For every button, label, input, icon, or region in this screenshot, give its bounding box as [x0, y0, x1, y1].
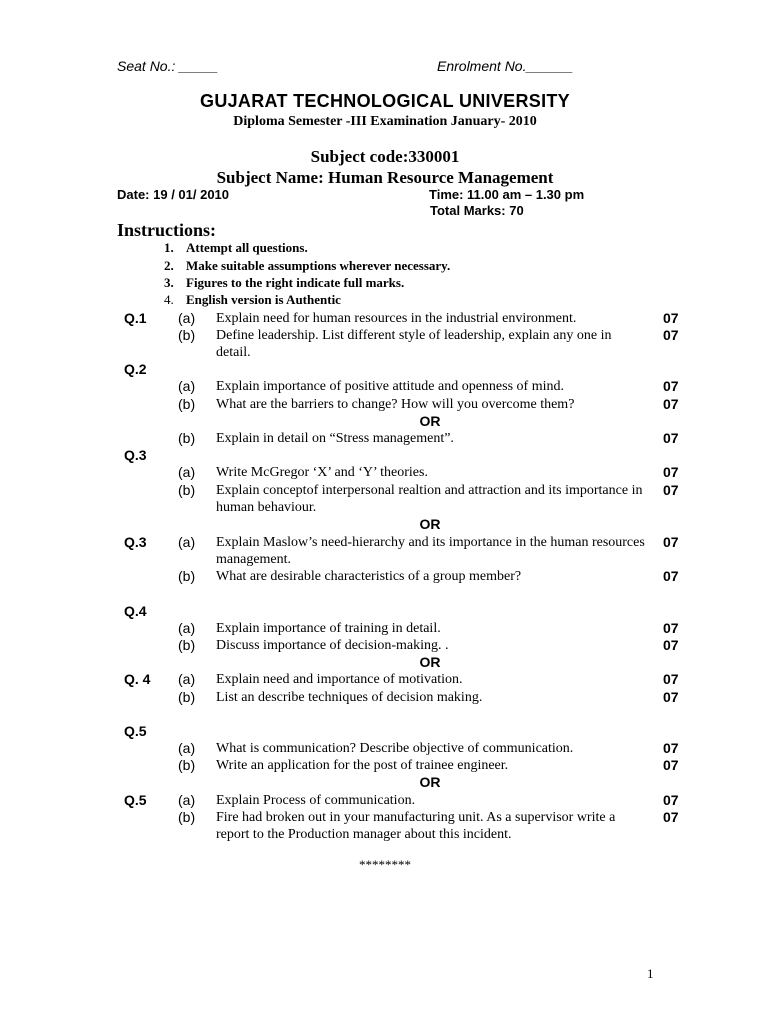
instruction-number: 2. — [164, 258, 174, 273]
subquestion-label: (a) — [178, 464, 196, 480]
exam-title: Diploma Semester -III Examination January- 2010 — [233, 114, 537, 129]
enrolment-number-field: Enrolment No.______ — [437, 58, 574, 74]
question-row — [0, 620, 770, 638]
question-text: What are desirable characteristics of a group member? — [216, 569, 522, 584]
subquestion-label: (a) — [178, 740, 196, 756]
question-row — [0, 603, 770, 621]
question-row — [0, 430, 770, 448]
question-text: Write an application for the post of trainee engineer. — [216, 758, 509, 773]
question-text: What are the barriers to change? How will you overcome them? — [216, 397, 575, 412]
subquestion-label: (a) — [178, 310, 196, 326]
question-text: Fire had broken out in your manufacturing unit. As a supervisor write a report to the Production manager about this incident. — [216, 810, 616, 842]
question-marks: 07 — [663, 327, 679, 343]
question-text: Explain importance of positive attitude and openness of mind. — [216, 379, 564, 394]
question-marks: 07 — [663, 620, 679, 636]
question-text: What is communication? Describe objective of communication. — [216, 741, 574, 756]
page-number: 1 — [647, 966, 654, 981]
question-marks: 07 — [663, 396, 679, 412]
question-row — [0, 310, 770, 328]
or-separator: OR — [419, 516, 441, 532]
instruction-text: Figures to the right indicate full marks. — [186, 275, 405, 290]
instruction-number: 1. — [164, 240, 174, 255]
instruction-number: 3. — [164, 275, 174, 290]
subquestion-label: (a) — [178, 671, 196, 687]
question-marks: 07 — [663, 464, 679, 480]
question-text: Explain need for human resources in the industrial environment. — [216, 311, 577, 326]
question-marks: 07 — [663, 534, 679, 550]
instruction-number: 4. — [164, 292, 174, 307]
instruction-text: Make suitable assumptions wherever necessary. — [186, 258, 451, 273]
question-text: Explain in detail on “Stress management”. — [216, 431, 454, 446]
instructions-heading: Instructions: — [117, 220, 217, 240]
question-text: Write McGregor ‘X’ and ‘Y’ theories. — [216, 465, 428, 480]
question-row — [0, 723, 770, 741]
exam-time: Time: 11.00 am – 1.30 pm — [429, 187, 585, 202]
subquestion-label: (b) — [178, 689, 196, 705]
instruction-item — [164, 292, 341, 308]
question-row — [0, 482, 770, 515]
question-row — [0, 396, 770, 414]
question-text: Define leadership. List different style of leadership, explain any one in detail. — [216, 328, 612, 360]
question-text: Explain Maslow’s need-hierarchy and its importance in the human resources management. — [216, 535, 645, 567]
or-separator: OR — [419, 774, 441, 790]
question-text: Explain need and importance of motivation. — [216, 672, 463, 687]
subquestion-label: (a) — [178, 792, 196, 808]
question-row — [0, 378, 770, 396]
question-row — [0, 740, 770, 758]
question-row — [0, 361, 770, 379]
question-marks: 07 — [663, 671, 679, 687]
or-separator: OR — [419, 654, 441, 670]
question-number: Q.1 — [124, 310, 147, 326]
question-number: Q.3 — [124, 447, 147, 463]
question-marks: 07 — [663, 637, 679, 653]
subject-name: Subject Name: Human Resource Management — [216, 168, 554, 187]
question-number: Q.5 — [124, 723, 147, 739]
subquestion-label: (b) — [178, 430, 196, 446]
question-row — [0, 327, 770, 360]
question-text: Discuss importance of decision-making. . — [216, 638, 449, 653]
subquestion-label: (b) — [178, 396, 196, 412]
question-number: Q.4 — [124, 603, 147, 619]
question-text: List an describe techniques of decision making. — [216, 690, 483, 705]
seat-number-field: Seat No.: _____ — [117, 58, 219, 74]
question-text: Explain importance of training in detail. — [216, 621, 441, 636]
question-row — [0, 757, 770, 775]
question-number: Q. 4 — [124, 671, 151, 687]
question-row — [0, 671, 770, 689]
question-marks: 07 — [663, 482, 679, 498]
question-number: Q.2 — [124, 361, 147, 377]
question-marks: 07 — [663, 568, 679, 584]
subquestion-label: (b) — [178, 757, 196, 773]
question-row — [0, 568, 770, 586]
question-text: Explain conceptof interpersonal realtion and attraction and its importance in human behaviour. — [216, 483, 643, 515]
question-row — [0, 447, 770, 465]
instruction-item — [164, 275, 404, 291]
subquestion-label: (a) — [178, 378, 196, 394]
question-row — [0, 464, 770, 482]
question-row — [0, 792, 770, 810]
subquestion-label: (b) — [178, 637, 196, 653]
subject-code: Subject code:330001 — [310, 147, 460, 166]
instruction-text: Attempt all questions. — [186, 240, 308, 255]
subquestion-label: (b) — [178, 327, 196, 343]
total-marks: Total Marks: 70 — [430, 203, 524, 218]
question-marks: 07 — [663, 757, 679, 773]
or-separator: OR — [419, 413, 441, 429]
exam-date: Date: 19 / 01/ 2010 — [117, 187, 230, 202]
question-row — [0, 637, 770, 655]
question-row — [0, 809, 770, 842]
question-marks: 07 — [663, 430, 679, 446]
subquestion-label: (b) — [178, 568, 196, 584]
university-title: GUJARAT TECHNOLOGICAL UNIVERSITY — [200, 91, 570, 111]
subquestion-label: (a) — [178, 534, 196, 550]
question-marks: 07 — [663, 310, 679, 326]
instruction-text: English version is Authentic — [186, 292, 341, 307]
question-marks: 07 — [663, 689, 679, 705]
question-number: Q.3 — [124, 534, 147, 550]
question-marks: 07 — [663, 378, 679, 394]
subquestion-label: (a) — [178, 620, 196, 636]
end-of-paper-marker: ******** — [359, 857, 411, 872]
question-row — [0, 534, 770, 567]
question-marks: 07 — [663, 809, 679, 825]
question-row — [0, 689, 770, 707]
subquestion-label: (b) — [178, 482, 196, 498]
question-marks: 07 — [663, 740, 679, 756]
instruction-item — [164, 240, 308, 256]
question-marks: 07 — [663, 792, 679, 808]
question-number: Q.5 — [124, 792, 147, 808]
instruction-item — [164, 258, 450, 274]
subquestion-label: (b) — [178, 809, 196, 825]
question-text: Explain Process of communication. — [216, 793, 416, 808]
